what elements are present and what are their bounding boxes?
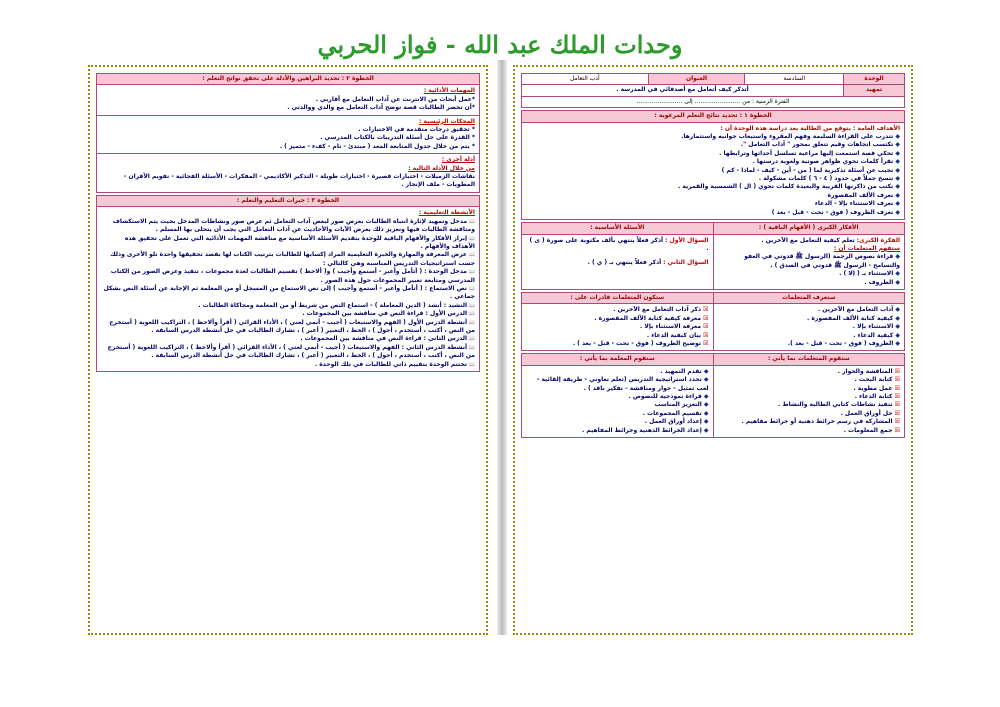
know-item: ◆ الظروف ( فوق - تحت - قبل - بعد ). [718, 340, 901, 348]
teacher-item: ◆ إعداد الخرائط الذهنية وخرائط المفاهيم . [526, 427, 709, 435]
roles-box [521, 353, 905, 438]
know-header: ستعرف المتعلمات [714, 293, 905, 304]
teacher-item: ◆ قراءة نموذجية للنصوص . [526, 393, 709, 401]
step3-header: الخطوة ٣ : خبرات التعليم والتعلم : [97, 196, 479, 207]
activity-item: 📖 الدرس الأول : قراءة النص في مناقشة بين المجموعات . [101, 310, 475, 318]
goal-item: ◆ تعرف الظروف ( فوق - تحت - قبل - بعد ) [526, 209, 900, 217]
able-item: ☒ ذكر آداب التعامل مع الآخرين . [526, 306, 709, 314]
step1-header: الخطوة ١ : تحديد نتائج التعلم المرغوبة : [522, 111, 904, 122]
crit-item: * تحقيق درجات متقدمة في الاختبارات . [358, 126, 475, 134]
student-item: ☒ المناقشة والحوار . [718, 368, 901, 376]
activity-item: 📖 نص الاستماع : ( أتأمل وأعبر - أستمع وأجيب ) إلى نص الاستماع من المسجل أو من المعلمة ثم الإجابة عن أسئلة النص بشكل جماعي . [101, 285, 475, 302]
student-item: ☒ كتابة الدعاء . [718, 393, 901, 401]
able-item: ☒ بيان كيفية الدعاء . [526, 332, 709, 340]
q2-label: السؤال الثاني : [663, 259, 709, 267]
activities-header: الأنشطة التعليمية : [418, 209, 475, 217]
intro-label: تمهيد [844, 85, 905, 96]
student-item: ☒ المشاركة في رسم خرائط ذهنية أو خرائط مفاهيم . [718, 418, 901, 426]
student-item: ☒ عمل مطوية . [718, 385, 901, 393]
goals-intro: الأهداف العامة : يتوقع من الطالبة بعد دراسة هذه الوحدة أن : [720, 124, 900, 132]
activity-item: 📖 الدرس الثاني : قراءة النص في مناقشة بين المجموعات . [101, 335, 475, 343]
student-item: ☒ جمع المعلومات . [718, 427, 901, 435]
title-value: أدب التعامل [522, 74, 649, 85]
know-able-box [521, 292, 905, 351]
teacher-item: ◆ تحدد استراتيجية التدريس (تعلم تعاوني - طريقة إلقائية - لعب تمثيل - حوار ومناقشة - تفكير ناقد ) . [526, 376, 709, 393]
know-item: ◆ كيفية كتابة الألف المقصورة . [718, 315, 901, 323]
activity-item: 📖 مدخل وتمهيد لإثارة انتباه الطالبات بعرض صور لبعض آداب التعامل ثم عرض صور ونشاطات المدخل بحيث يتم الاستكشاف ومناقشة الطالبات فيها وتعزيز ذلك بعرض الآيات والأحاديث عن آداب التعامل التي يجب أن يتحلى بها المسلم . [101, 218, 475, 235]
will-understand-label: ستفهم المتعلمات أن : [833, 244, 900, 252]
teacher-header: ستقوم المعلمة بما يأتي : [522, 354, 714, 365]
perf-item: *أن تحضر الطالبات قصة توضح آداب التعامل مع والدي ووالدتي . [287, 104, 475, 112]
goal-item: ◆ تعرف الألف المقصورة [526, 192, 900, 200]
teacher-item: ◆ تقدم التمهيد . [526, 368, 709, 376]
q1-label: السؤال الأول : [665, 236, 709, 244]
teacher-item: ◆ تقسيم المجموعات . [526, 410, 709, 418]
big-idea: تعلم كيفية التعامل مع الآخرين . [761, 236, 855, 244]
left-page-frame [88, 65, 488, 635]
activity-item: 📖 عرض المعرفة والمهارة والخبرة التعليمية المراد إكسابها للطالبات بترتيب الكتاب لها بقصد تحقيقها واحدة تلو الأخرى وذلك حسب استراتيجيات التدريس المناسبة وهي كالتالي : [101, 251, 475, 268]
other-sub: من خلال الأدلة التالية : [408, 164, 475, 172]
big-idea-label: الفكرة الكبرى: [856, 236, 900, 244]
perf-header: المهمات الأدائية : [423, 87, 475, 95]
unit-value: السادسة [745, 74, 844, 85]
understand-item: ◆ الاستثناء بـ ( إلا ) . [718, 270, 901, 278]
goal-item: ◆ تحكي قصة استمعت إليها مراعية تسلسل أحداثها وترابطها . [526, 150, 900, 158]
activity-item: 📖 النشيد : أنشد ( الدين المعاملة ) - استماع النص من شريط أو من المعلمة ومحاكاة الطالبات . [101, 302, 475, 310]
title-label: العنوان [648, 74, 745, 85]
period: الفترة الزمنية : من ........................ إلى ........................ [522, 96, 905, 107]
understand-item: ◆ قراءة نصوص الرحمة (الرسول ﷺ قدوتي في العفو والتسامح - الرسول ﷺ قدوتي في الصدق ) . [718, 253, 901, 270]
unit-info-table [521, 73, 905, 108]
student-item: ☒ حل أوراق العمل . [718, 410, 901, 418]
step2-header: الخطوة ٢ : تحديد البراهين والأدلة على تحقق نواتج التعلم : [97, 74, 479, 85]
other-header: أدلة أخرى : [441, 156, 475, 164]
student-item: ☒ كتابة البحث . [718, 376, 901, 384]
student-item: ☒ تنفيذ نشاطات كتابي الطالبة والنشاط . [718, 401, 901, 409]
activity-item: 📖 مدخل الوحدة : ( أتأمل وأعبر - أستمع وأجيب ) و( ألاحظ ) تقسيم الطالبات لعدة مجموعات ، تنفيذ وعرض الصور من الكتاب المدرسي ومتابعة تعبير المجموعات حول هذه الصور . [101, 268, 475, 285]
goal-item: ◆ تنسخ جملاً في حدود ( ٤ - ٦ ) كلمات مشكولة . [526, 175, 900, 183]
page-gutter [497, 60, 507, 635]
right-page-frame [513, 65, 913, 635]
know-item: ◆ آداب التعامل مع الآخرين . [718, 306, 901, 314]
unit-label: الوحدة [844, 74, 905, 85]
crit-item: * القدرة على حل أسئلة التدريبات بالكتاب المدرسي . [320, 134, 475, 142]
teacher-item: ◆ إعداد أوراق العمل . [526, 418, 709, 426]
know-item: ◆ كيفية الدعاء . [718, 332, 901, 340]
activity-item: 📖 أنشطة الدرس الثاني : الفهم والاستيعاب ( أجيب - أنمي لغتي ) ، الأداء القرائي ( أقرأ وألاحظ ) ، التراكيب اللغوية ( أستخرج من النص ، أكتب ، أستخدم ، أحول ) ، الخط ، التعبير ( أعبر ) ، تشارك الطالبات في حل أنشطة الدرس السابقة . [101, 344, 475, 361]
teacher-item: ◆ التعزيز المناسب [526, 401, 709, 409]
right-page [521, 73, 905, 627]
know-item: ◆ الاستثناء بإلا . [718, 323, 901, 331]
page-title: وحدات الملك عبد الله - فواز الحربي [317, 30, 683, 59]
crit-item: * يتم من خلال جدول المتابعة المعد ( مبتدئ - تام - كفء - متميز ) . [279, 142, 475, 150]
left-page [96, 73, 480, 627]
activity-item: 📖 أنشطة الدرس الأول ( الفهم والاستيعاب ( أجيب - أنمي لغتي ) ، الأداء القرائي ( أقرأ وألاحظ ) ، التراكيب اللغوية ( أستخرج من النص ، أكتب ، أستخدم ، أحول ) ، الخط ، التعبير ( أعبر ) ، تشارك الطالبات في حل أنشطة الدرس السابقة . [101, 319, 475, 336]
big-idea-header: الأفكار الكبرى ( الأفهام الباقية ) : [714, 223, 905, 234]
student-header: ستقوم المتعلمات بما يأتي : [714, 354, 905, 365]
perf-item: *عمل أبحاث من الانترنت عن آداب التعامل مع أقاربي . [315, 95, 475, 103]
other-text: نقاشات الزميلات - اختبارات قصيرة - اختبارات طويلة - التذكير الأكاديمي - المفكرات - الأسئلة الفجائية - تقويم الأقران - المطويات - ملف الإنجاز . [123, 173, 475, 189]
q2: أذكر فعلاً ينتهي بـ ( ي ) . [587, 259, 662, 267]
questions-header: الأسئلة الأساسية : [522, 223, 714, 234]
goal-item: ◆ تعرف الاستثناء بإلا - الدعاء [526, 200, 900, 208]
goal-item: ◆ تتدرب على القراءة السليمة وفهم المقروء واستيعاب جوانبه واستثمارها. [526, 133, 900, 141]
goal-item: ◆ تجيب عن أسئلة تذكيرية لما ( من - أين - كيف - لماذا - كم ) [526, 167, 900, 175]
q1: أذكر فعلاً ينتهي بألف مكتوبة على صورة ( ى ) . [529, 236, 709, 252]
activity-item: 📖 تختتم الوحدة بتقييم ذاتي للطالبات في تلك الوحدة . [101, 361, 475, 369]
able-item: ☒ معرفة الاستثناء بإلا . [526, 323, 709, 331]
step3-box [96, 195, 480, 372]
big-idea-box [521, 222, 905, 290]
able-item: ☒ معرفة كيفية كتابة الألف المقصورة . [526, 315, 709, 323]
understand-item: ◆ الظروف . [718, 279, 901, 287]
activity-item: 📖 إبراز الأفكار والأفهام الباقية للوحدة بتقديم الأسئلة الأساسية مع مناقشة المهمات الأدائية التي تعمل على تحقيق هذه الأهداف والأفهام . [101, 235, 475, 252]
step1-box [521, 110, 905, 220]
goal-item: ◆ تكتسب اتجاهات وقيم تتعلق بمحور " آداب التعامل ". [526, 141, 900, 149]
step2-box [96, 73, 480, 193]
goal-item: ◆ تقرأ كلمات تحوي ظواهر صوتية ولغوية درستها . [526, 158, 900, 166]
able-header: ستكون المتعلمات قادرات على : [522, 293, 714, 304]
able-item: ☒ توضيح الظروف ( فوق - تحت - قبل - بعد ) . [526, 340, 709, 348]
crit-header: المحكات الرئيسية : [419, 117, 475, 125]
goal-item: ◆ تكتب من ذاكرتها القريبة والبعيدة كلمات تحوي ( ال ) الشمسية والقمرية . [526, 183, 900, 191]
intro-value: أتذكر كيف أتعامل مع أصدقائي في المدرسة . [522, 85, 844, 96]
